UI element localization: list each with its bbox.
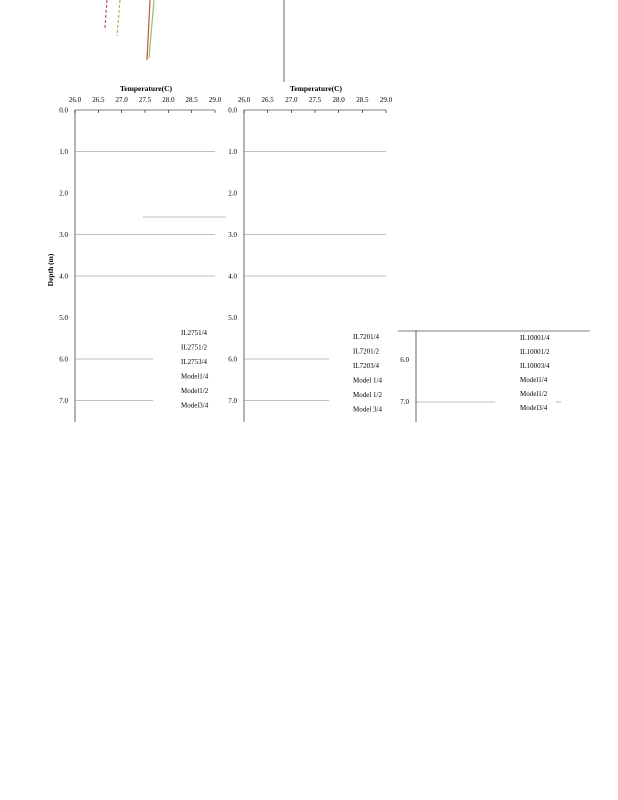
chart-2-x-tick-label: 29.0 — [379, 96, 393, 104]
chart-1-y-tick-label: 5.0 — [59, 314, 68, 322]
chart-2-y-tick-label: 3.0 — [228, 231, 237, 239]
chart-2-y-tick-label: 4.0 — [228, 272, 237, 281]
chart-1 — [46, 84, 226, 422]
chart-1-y-tick-label: 7.0 — [59, 397, 68, 405]
chart-2-legend-entry: IL7201/4 — [353, 333, 380, 341]
chart-3-legend-entry: IL10001/2 — [520, 348, 550, 356]
chart-1-legend-entry: IL2751/2 — [181, 343, 208, 352]
chart-2-legend-entry: Model 1/2 — [353, 391, 382, 399]
chart-2-x-tick-label: 27.0 — [285, 96, 298, 104]
chart-3-y-tick-label: 7.0 — [400, 398, 409, 406]
chart-1-y-tick-label: 6.0 — [59, 355, 68, 364]
chart-3-legend-entry: IL10003/4 — [520, 362, 550, 370]
chart-3-legend-entry: IL10001/4 — [520, 334, 550, 342]
chart-3-y-tick-label: 6.0 — [400, 356, 409, 364]
chart-2-x-tick-label: 28.5 — [356, 96, 369, 104]
top-curve-1 — [105, 0, 107, 28]
chart-2-x-tick-label: 27.5 — [308, 96, 322, 104]
chart-1-legend-entry: Model3/4 — [181, 401, 209, 410]
chart-1-y-tick-label: 2.0 — [59, 189, 68, 198]
chart-2-x-tick-label: 28.0 — [332, 96, 345, 104]
chart-1-x-tick-label: 27.0 — [115, 96, 128, 104]
chart-2-y-tick-label: 5.0 — [228, 314, 237, 322]
chart-2-y-tick-label: 7.0 — [228, 397, 237, 405]
chart-3-legend-entry: Model3/4 — [520, 404, 548, 412]
chart-1-y-tick-label: 0.0 — [59, 106, 68, 115]
chart-3-legend-entry: Model1/4 — [520, 376, 548, 384]
chart-1-y-tick-label: 4.0 — [59, 272, 68, 281]
chart-2-y-tick-label: 1.0 — [228, 148, 237, 156]
chart-1-x-tick-label: 28.5 — [185, 96, 198, 104]
chart-2-y-tick-label: 0.0 — [228, 106, 237, 115]
chart-2-x-tick-label: 26.0 — [237, 96, 251, 104]
chart-1-legend-entry: IL2751/4 — [181, 329, 208, 337]
chart-1-x-tick-label: 28.0 — [162, 96, 175, 104]
chart-1-x-tick-label: 29.0 — [208, 96, 222, 104]
chart-2 — [228, 84, 392, 422]
chart-1-y-tick-label: 3.0 — [59, 231, 68, 239]
chart-2-y-tick-label: 6.0 — [228, 355, 237, 364]
top-fragment — [105, 0, 154, 60]
chart-1-x-tick-label: 27.5 — [138, 96, 152, 104]
chart-1-legend-entry: Model1/4 — [181, 372, 209, 381]
chart-1-legend-entry: IL2753/4 — [181, 358, 208, 366]
chart-1-x-tick-label: 26.5 — [92, 96, 105, 104]
chart-2-legend-entry: IL7201/2 — [353, 347, 380, 356]
chart-2-legend-entry: Model 1/4 — [353, 376, 382, 385]
chart-1-title: Temperature(C) — [119, 84, 173, 93]
chart-2-y-tick-label: 2.0 — [228, 189, 237, 198]
chart-1-y-axis-label: Depth (m) — [46, 253, 55, 287]
chart-2-title: Temperature(C) — [289, 84, 343, 93]
chart-2-x-tick-label: 26.5 — [261, 96, 274, 104]
chart-1-x-tick-label: 26.0 — [68, 96, 82, 104]
top-curve-2 — [117, 0, 120, 36]
chart-3-legend-entry: Model1/2 — [520, 390, 548, 398]
chart-2-legend-entry: Model 3/4 — [353, 405, 382, 414]
chart-3 — [398, 331, 590, 422]
chart-1-legend-entry: Model1/2 — [181, 387, 209, 395]
chart-2-legend-entry: IL7203/4 — [353, 362, 380, 370]
chart-1-y-tick-label: 1.0 — [59, 148, 68, 156]
